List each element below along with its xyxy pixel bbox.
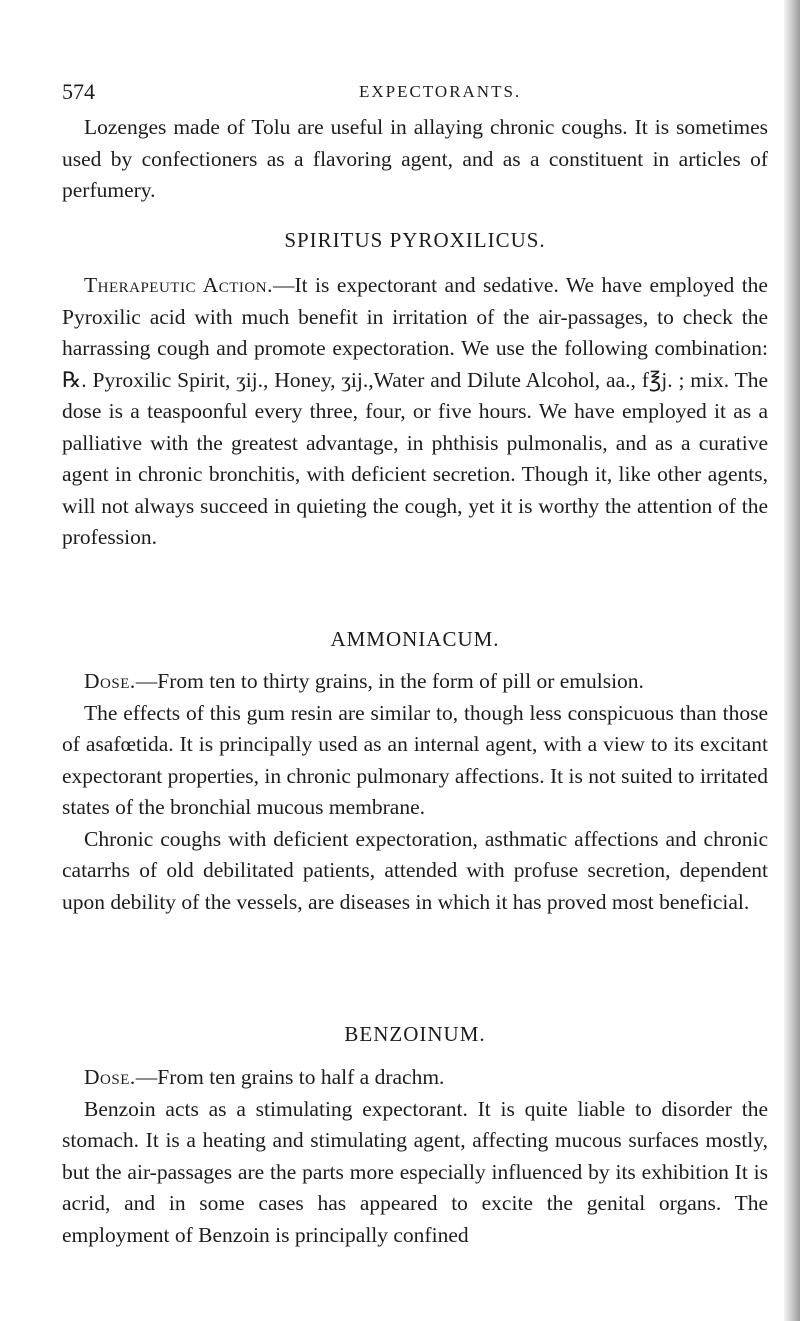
section-heading-ammoniacum: AMMONIACUM. <box>330 627 500 651</box>
therapeutic-action-text: —It is expectorant and sedative. We have employed the Pyroxilic acid with much benefit in irritation of the air-passages, to check the harrassing cough and promote expectoration. We use the following combination: ℞. Pyroxilic Spirit, ʒij., Honey, ʒij.,Water and Dilute Alcohol, aa., f℥j. ; mix. The dose is a teaspoonful every three, four, or five hours. We have employed it as a palliative with the greatest advantage, in phthisis pulmonalis, and as a curative agent in chronic bronchitis, with deficient secretion. Though it, like other agents, will not always succeed in quieting the cough, yet it is worthy the attention of the profession. <box>62 273 768 549</box>
running-head-title: EXPECTORANTS. <box>359 82 522 101</box>
section-heading-benzoinum: BENZOINUM. <box>344 1022 486 1046</box>
ammoniacum-paragraph-1: The effects of this gum resin are similar to, though less conspicuous than those of asafœtida. It is principally used as an internal agent, with a view to its excitant expectorant properties, in chronic pulmonary affections. It is not suited to irritated states of the bronchial mucous membrane. <box>62 700 768 819</box>
benzoinum-dose-text: —From ten grains to half a drachm. <box>135 1065 445 1089</box>
benzoinum-dose-label: Dose. <box>84 1065 136 1089</box>
ammoniacum-paragraph-2: Chronic coughs with deficient expectoration, asthmatic affections and chronic catarrhs of old debilitated patients, attended with profuse secretion, dependent upon debility of the vessels, are diseases in which it has proved most beneficial. <box>62 826 768 914</box>
benzoinum-dose <box>62 1062 768 1094</box>
benzoinum-paragraph-1: Benzoin acts as a stimulating expectorant. It is quite liable to disorder the stomach. It is a heating and stimulating agent, affecting mucous surfaces mostly, but the air-passages are the parts more especially influenced by its exhibition It is acrid, and in some cases has appeared to excite the genital organs. The employment of Benzoin is principally confined <box>62 1096 768 1247</box>
therapeutic-action-label: Therapeutic Action. <box>84 273 273 297</box>
benzoinum-block <box>62 1062 768 1251</box>
pyroxilicus-paragraph <box>62 270 768 554</box>
section-heading-spiritus-pyroxilicus: SPIRITUS PYROXILICUS. <box>284 228 546 252</box>
pyroxilicus-block <box>62 270 768 554</box>
page-edge-shadow <box>784 0 800 1321</box>
ammoniacum-block <box>62 666 768 918</box>
ammoniacum-dose-label: Dose. <box>84 669 136 693</box>
running-head <box>62 76 762 108</box>
tolu-paragraph-block <box>62 112 768 207</box>
ammoniacum-dose-text: —From ten to thirty grains, in the form of pill or emulsion. <box>135 669 644 693</box>
tolu-paragraph: Lozenges made of Tolu are useful in allaying chronic coughs. It is sometimes used by confectioners as a flavoring agent, and as a constituent in articles of perfumery. <box>62 115 768 202</box>
page-number: 574 <box>62 79 95 104</box>
ammoniacum-dose <box>62 666 768 698</box>
